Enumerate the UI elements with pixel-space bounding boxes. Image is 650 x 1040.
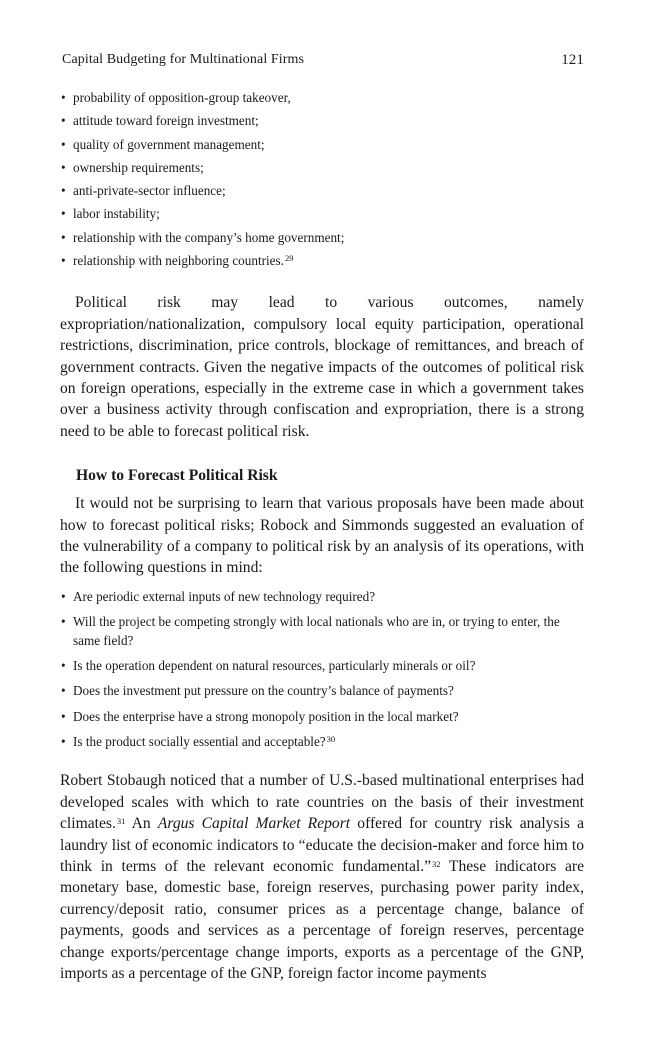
- footnote-ref-30: 30: [326, 733, 336, 744]
- paragraph-stobaugh-indicators: [60, 770, 584, 984]
- paragraph-political-risk-outcomes: Political risk may lead to various outcomes, namely expropriation/nationalization, compulsory local equity participation, operational restrictions, discrimination, price controls, blockage of remittances, and breach of government contracts. Given the negative impacts of the outcomes of political risk on foreign operations, especially in the extreme case in which a government takes over a business activity through confiscation and expropriation, there is a strong need to be able to forecast political risk.: [60, 294, 584, 440]
- footnote-ref-31: 31: [116, 816, 126, 827]
- list-item: • probability of opposition-group takeover,: [61, 90, 291, 105]
- political-risk-factors-list: [60, 86, 584, 272]
- list-item-text: attitude toward foreign investment;: [73, 113, 259, 129]
- list-item-text: Is the operation dependent on natural resources, particularly minerals or oil?: [73, 657, 476, 673]
- list-item-text: Are periodic external inputs of new technology required?: [73, 588, 376, 604]
- list-item: • Will the project be competing strongly with local nationals who are in, or trying to enter, the same field?: [61, 614, 560, 648]
- paragraph-text: Robert Stobaugh noticed that a number of U.S.-based multinational enterprises had developed scales with which to rate countries on the basis of their investment climates.: [60, 772, 584, 833]
- list-item: • quality of government management;: [61, 136, 265, 152]
- list-item: • Are periodic external inputs of new technology required?: [61, 588, 376, 604]
- footnote-ref-32: 32: [432, 858, 441, 869]
- list-item-text: Will the project be competing strongly with local nationals who are in, or trying to enter, the same field?: [73, 614, 560, 648]
- list-item-text: Is the product socially essential and acceptable?: [73, 733, 326, 749]
- page-number: 121: [561, 52, 584, 68]
- book-page: [60, 52, 584, 984]
- list-item: • labor instability;: [61, 206, 160, 222]
- list-item-text: relationship with the company’s home government;: [73, 229, 345, 245]
- list-item-text: relationship with neighboring countries.: [73, 253, 284, 269]
- report-title: Argus Capital Market Report: [157, 815, 351, 833]
- list-item-text: probability of opposition-group takeover,: [73, 90, 291, 105]
- running-head-title: Capital Budgeting for Multinational Firms: [62, 52, 305, 67]
- paragraph-forecast-proposals: It would not be surprising to learn that various proposals have been made about how to forecast political risks; Robock and Simmonds suggested an evaluation of the vulnerability of a company to political risk by an analysis of its operations, with the following questions in mind:: [60, 495, 584, 577]
- list-item: • Does the enterprise have a strong monopoly position in the local market?: [61, 708, 459, 724]
- list-item: • Does the investment put pressure on the country’s balance of payments?: [61, 683, 454, 699]
- list-item: • Is the product socially essential and acceptable?$^{30}$: [61, 733, 336, 749]
- list-item: • relationship with the company’s home government;: [61, 229, 345, 245]
- list-item: • ownership requirements;: [61, 159, 204, 175]
- list-item-text: Does the investment put pressure on the country’s balance of payments?: [73, 683, 454, 699]
- section-heading: How to Forecast Political Risk: [76, 467, 278, 485]
- paragraph-text: These indicators are monetary base, domestic base, foreign reserves, purchasing power parity index, currency/deposit ratio, consumer prices as a percentage change, balance of payments, goods and services as a percentage of foreign reserves, percentage change exports/percentage change imports, exports as a percentage of the GNP, imports as a percentage of the GNP, foreign factor income payments: [60, 857, 584, 982]
- list-item-text: Does the enterprise have a strong monopoly position in the local market?: [73, 708, 459, 724]
- list-item-text: quality of government management;: [73, 136, 265, 152]
- list-item: • anti-private-sector influence;: [61, 183, 226, 199]
- list-item: • attitude toward foreign investment;: [61, 113, 259, 129]
- running-head: [60, 52, 584, 74]
- footnote-ref-29: 29: [284, 253, 294, 264]
- list-item-text: ownership requirements;: [73, 159, 204, 175]
- list-item-text: labor instability;: [73, 206, 160, 222]
- list-item-text: anti-private-sector influence;: [73, 183, 226, 199]
- paragraph-text: An: [125, 815, 158, 833]
- vulnerability-questions-list: [60, 588, 584, 751]
- list-item: • relationship with neighboring countries.$^{29}$: [61, 253, 294, 269]
- paragraph-text: offered for country risk analysis a laundry list of economic indicators to “educate the decision-maker and force him to think in terms of the relevant economic fundamental.”: [60, 815, 584, 875]
- list-item: • Is the operation dependent on natural resources, particularly minerals or oil?: [61, 657, 476, 673]
